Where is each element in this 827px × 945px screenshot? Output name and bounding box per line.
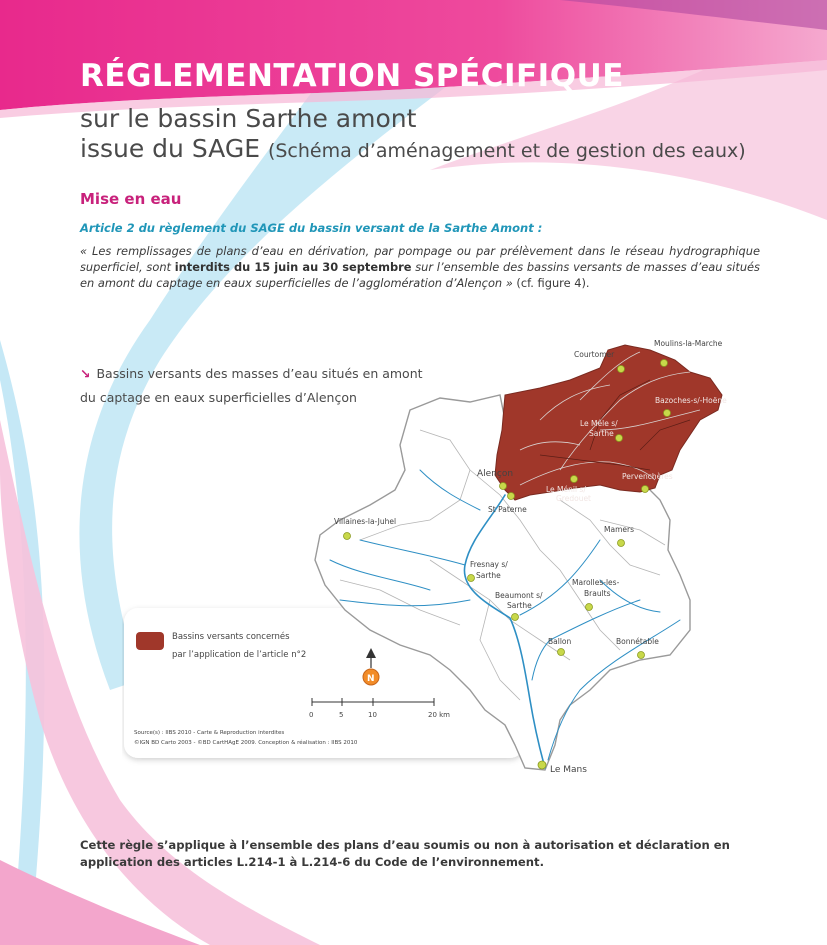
page-title: RÉGLEMENTATION SPÉCIFIQUE [80,58,624,94]
town-label-menil-1: Le Ménil s/ [546,485,586,494]
town-label-fresnay-2: Sarthe [476,571,501,580]
north-label: N [367,674,375,684]
town-dot-courtomer [618,366,625,373]
town-label-marolles-1: Marolles-les- [572,578,620,587]
arrow-icon: ↘ [80,366,91,381]
subtitle-sage: issue du SAGE [80,134,260,163]
town-label-menil-2: Gredouet [556,494,592,503]
section-title: Mise en eau [80,190,182,208]
map-sources-1: Source(s) : IIBS 2010 - Carte & Reproduction interdites [134,730,285,736]
scale-tick-10: 10 [368,711,377,719]
town-label-fresnay-1: Fresnay s/ [470,560,508,569]
town-label-mamers: Mamers [604,525,634,534]
scale-tick-20: 20 km [428,711,451,719]
town-label-pervenchere: Pervenchères [622,472,673,481]
town-label-marolles-2: Braults [584,589,611,598]
legend-label-1: Bassins versants concernés [172,632,290,642]
town-label-le-mans: Le Mans [550,765,587,775]
quote-figure-ref: (cf. figure 4). [512,276,590,290]
town-dot-beaumont [512,614,519,621]
town-dot-mamers [618,540,625,547]
town-dot-bonnetable [638,652,645,659]
caption-line-1: Bassins versants des masses d’eau situés en amont [96,366,423,381]
town-dot-ballon [558,649,565,656]
scale-tick-0: 0 [309,711,314,719]
town-dot-alencon [500,483,507,490]
legend-swatch [136,632,164,650]
town-label-alencon: Alençon [477,469,514,479]
town-dot-le-mans [538,761,546,769]
quote-part-2: sur l’ensemble des bassins versants de masses d’eau situés en amont du captage en eaux superficielles de l’agglomération d’Alençon » [80,260,760,290]
town-label-mele-1: Le Mêle s/ [580,419,618,428]
town-label-courtomer: Courtomer [574,350,615,359]
basin-map [122,330,827,780]
town-dot-mele [616,435,623,442]
town-label-bonnetable: Bonnétable [616,637,659,646]
quote-bold-period: interdits du 15 juin au 30 septembre [174,260,412,274]
town-label-st-paterne: St Paterne [488,505,527,514]
town-label-ballon: Ballon [548,637,572,646]
footer-note: Cette règle s’applique à l’ensemble des plans d’eau soumis ou non à autorisation et déclaration en application des articles L.214-1 à L.214-6 du Code de l’environnement. [80,838,730,869]
town-label-beaumont-2: Sarthe [507,601,532,610]
town-label-bazoches: Bazoches-s/-Hoëne [655,396,727,405]
town-dot-villaines [344,533,351,540]
town-dot-moulins [661,360,668,367]
town-dot-marolles [586,604,593,611]
quote-part-1: « Les remplissages de plans d’eau en dérivation, par pompage ou par prélèvement dans le réseau hydrographique superficiel, sont [80,244,760,274]
subtitle-sage-definition: (Schéma d’aménagement et de gestion des eaux) [267,140,746,162]
map-sources-2: ©IGN BD Carto 2003 - ©BD CartHAgE 2009. Conception & réalisation : IIBS 2010 [134,740,358,746]
regulation-quote [80,243,760,291]
subtitle-line-1: sur le bassin Sarthe amont [80,104,417,133]
town-label-beaumont-1: Beaumont s/ [495,591,543,600]
subtitle-line-2 [80,134,746,163]
town-dot-fresnay [468,575,475,582]
town-label-mele-2: Sarthe [589,429,614,438]
caption-line-2: du captage en eaux superficielles d’Alençon [80,390,357,405]
town-dot-pervenchere [642,486,649,493]
scale-tick-5: 5 [339,711,344,719]
legend-label-2: par l’application de l’article n°2 [172,650,307,660]
town-dot-menil [571,476,578,483]
town-label-moulins: Moulins-la-Marche [654,339,723,348]
town-dot-st-paterne [508,493,515,500]
town-dot-bazoches [664,410,671,417]
article-reference: Article 2 du règlement du SAGE du bassin versant de la Sarthe Amont : [80,221,543,235]
town-label-villaines: Villaines-la-Juhel [334,517,397,526]
